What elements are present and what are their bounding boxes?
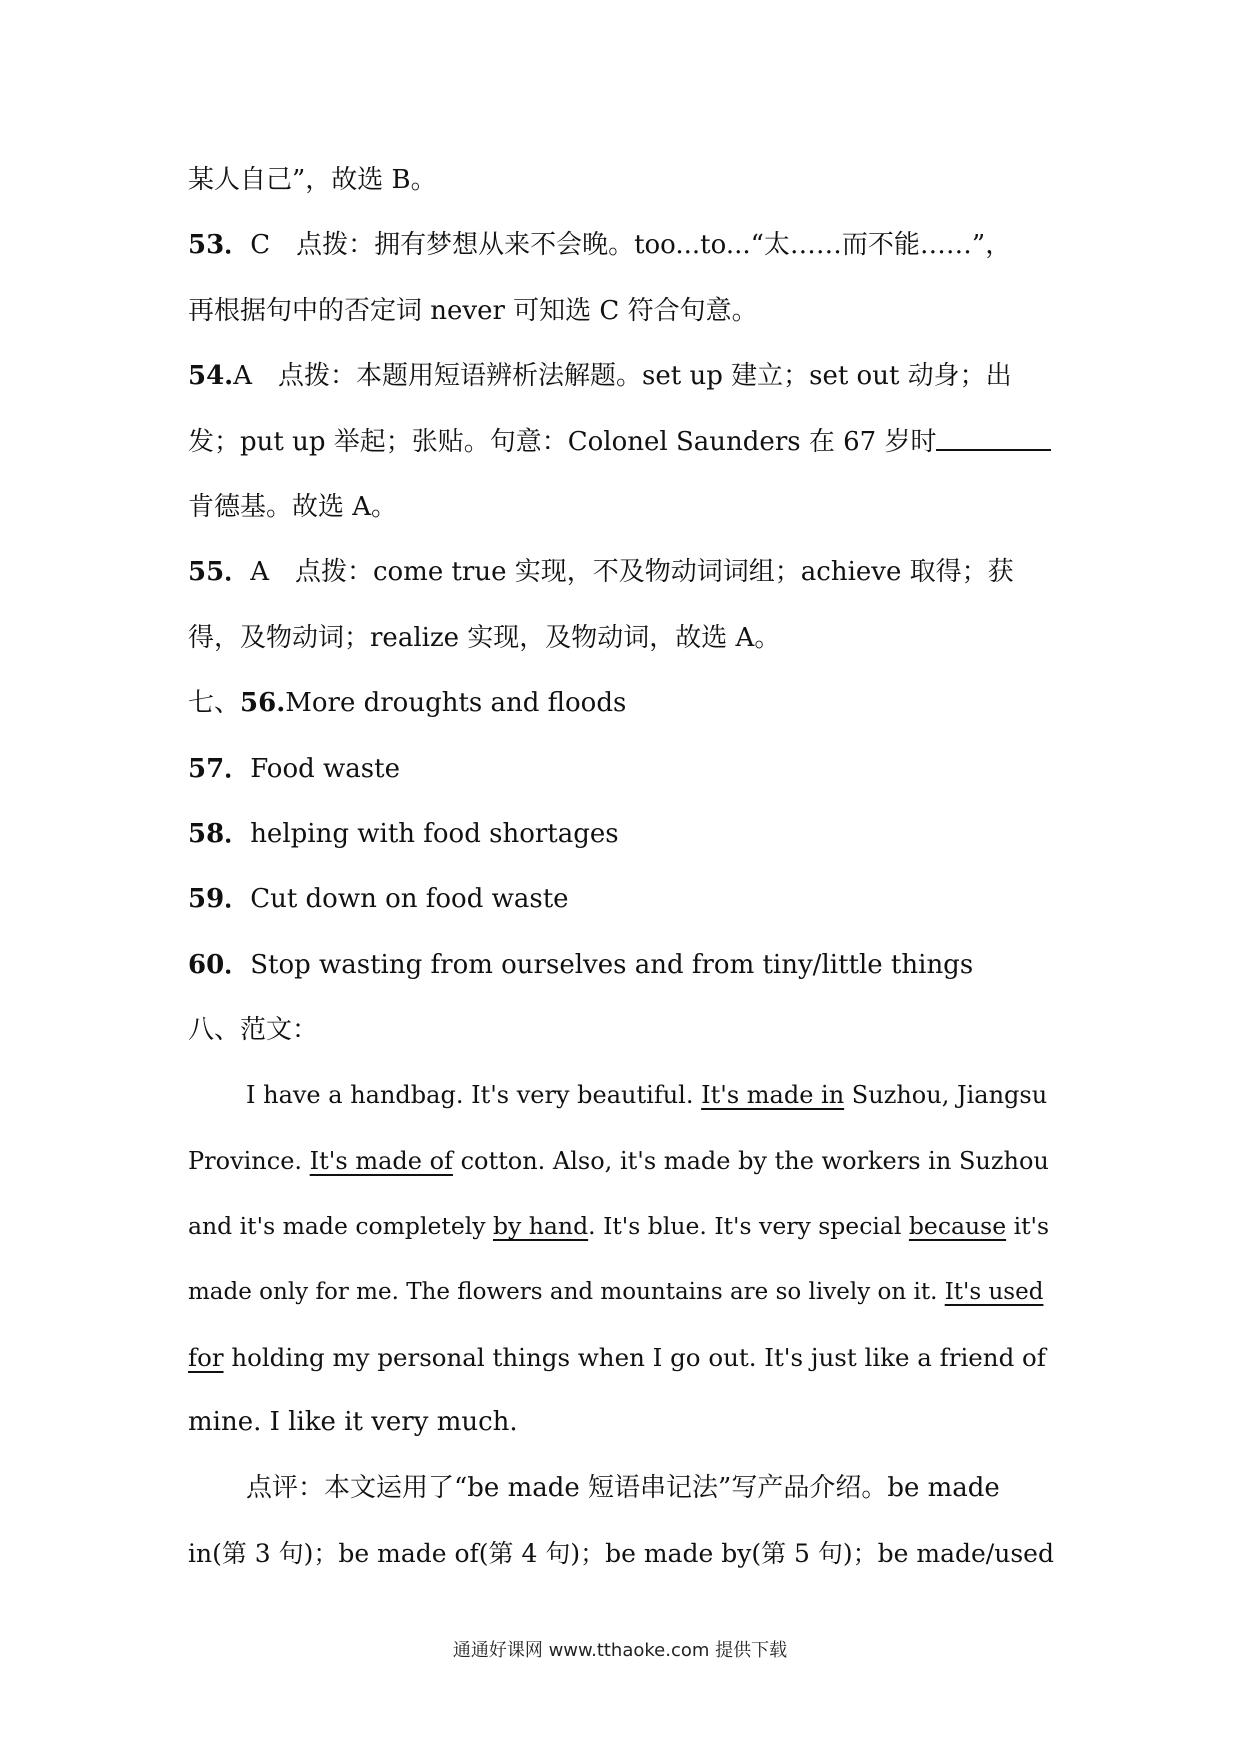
answer-text: Cut down on food waste: [250, 884, 569, 915]
answer-line: [188, 279, 1060, 344]
text-line: 某人自己”，故选 B。: [188, 165, 437, 195]
answer-line: [188, 475, 1060, 540]
heading-text: 八、范文：: [188, 1015, 319, 1046]
question-number: 56.: [240, 688, 286, 719]
question-number: 60．: [188, 949, 251, 980]
answer-page: [188, 148, 1060, 1587]
question-number: 53．: [188, 230, 251, 261]
footer-credit: 通通好课网 www.tthaoke.com 提供下载: [452, 1640, 788, 1661]
essay-text: Suzhou, Jiangsu: [844, 1081, 1048, 1110]
section-marker: 七、: [188, 688, 241, 719]
answer-60: [188, 933, 1060, 998]
question-number: 54.: [188, 361, 234, 392]
answer-53: [188, 213, 1060, 278]
comment-text: in(第 3 句)；be made of(第 4 句)；be made by(第 5 句)；be made/used: [188, 1539, 1054, 1569]
text-line: 再根据句中的否定词 never 可知选 C 符合句意。: [188, 295, 758, 326]
underlined-phrase: It's used: [944, 1278, 1044, 1305]
text-line: 得，及物动词；realize 实现，及物动词，故选 A。: [188, 622, 781, 653]
comment-line: [188, 1456, 1060, 1521]
section-heading: [188, 998, 1060, 1063]
question-number: 55．: [188, 557, 251, 588]
answer-text: A 点拨：本题用短语辨析法解题。set up 建立；set out 动身；出: [233, 361, 1012, 392]
essay-line: [188, 1194, 1060, 1259]
essay-line: [188, 1325, 1060, 1390]
essay-text: made only for me. The flowers and mountains are so lively on it.: [188, 1278, 945, 1305]
answer-55: [188, 540, 1060, 605]
question-number: 59．: [188, 884, 251, 915]
underlined-phrase: It's made of: [309, 1146, 453, 1175]
answer-text: A 点拨：come true 实现，不及物动词词组；achieve 取得；获: [250, 557, 1014, 588]
essay-text: cotton. Also, it's made by the workers in Suzhou: [452, 1146, 1049, 1175]
essay-text: holding my personal things when I go out. It's just like a friend of: [223, 1343, 1046, 1373]
answer-text: helping with food shortages: [250, 818, 619, 849]
essay-text: and it's made completely: [188, 1212, 493, 1241]
text-line: 发；put up 举起；张贴。句意：Colonel Saunders 在 67 岁时: [188, 426, 937, 457]
answer-59: [188, 867, 1060, 932]
underlined-phrase: because: [908, 1212, 1007, 1241]
essay-text: I have a handbag. It's very beautiful.: [246, 1081, 702, 1110]
answer-text: C 点拨：拥有梦想从来不会晚。too...to...“太……而不能……”，: [250, 230, 1012, 261]
answer-58: [188, 802, 1060, 867]
question-number: 57．: [188, 753, 251, 784]
comment-text: 点评：本文运用了“be made 短语串记法”写产品介绍。be made: [246, 1472, 1000, 1503]
essay-line: [188, 1129, 1060, 1194]
underlined-phrase: by hand: [493, 1212, 589, 1241]
answer-line: [188, 606, 1060, 671]
answer-56: [188, 671, 1060, 736]
essay-line: [188, 1390, 1060, 1455]
answer-text: More droughts and floods: [285, 688, 627, 719]
answer-text: Food waste: [250, 753, 400, 784]
answer-line: [188, 410, 1060, 475]
answer-57: [188, 737, 1060, 802]
essay-text: . It's blue. It's very special: [588, 1212, 909, 1241]
answer-54: [188, 344, 1060, 409]
essay-text: Province.: [188, 1146, 310, 1175]
answer-line: [188, 148, 1060, 213]
text-line: 肯德基。故选 A。: [188, 491, 398, 522]
underlined-phrase: for: [188, 1343, 224, 1373]
essay-text: mine. I like it very much.: [188, 1407, 518, 1438]
answer-text: Stop wasting from ourselves and from tiny/little things: [250, 949, 974, 980]
question-number: 58．: [188, 818, 251, 849]
essay-text: it's: [1006, 1212, 1050, 1241]
fill-blank: [936, 445, 1051, 451]
comment-line: [188, 1521, 1060, 1586]
underlined-phrase: It's made in: [701, 1081, 845, 1110]
essay-line: [188, 1260, 1060, 1325]
essay-line: [188, 1063, 1060, 1128]
